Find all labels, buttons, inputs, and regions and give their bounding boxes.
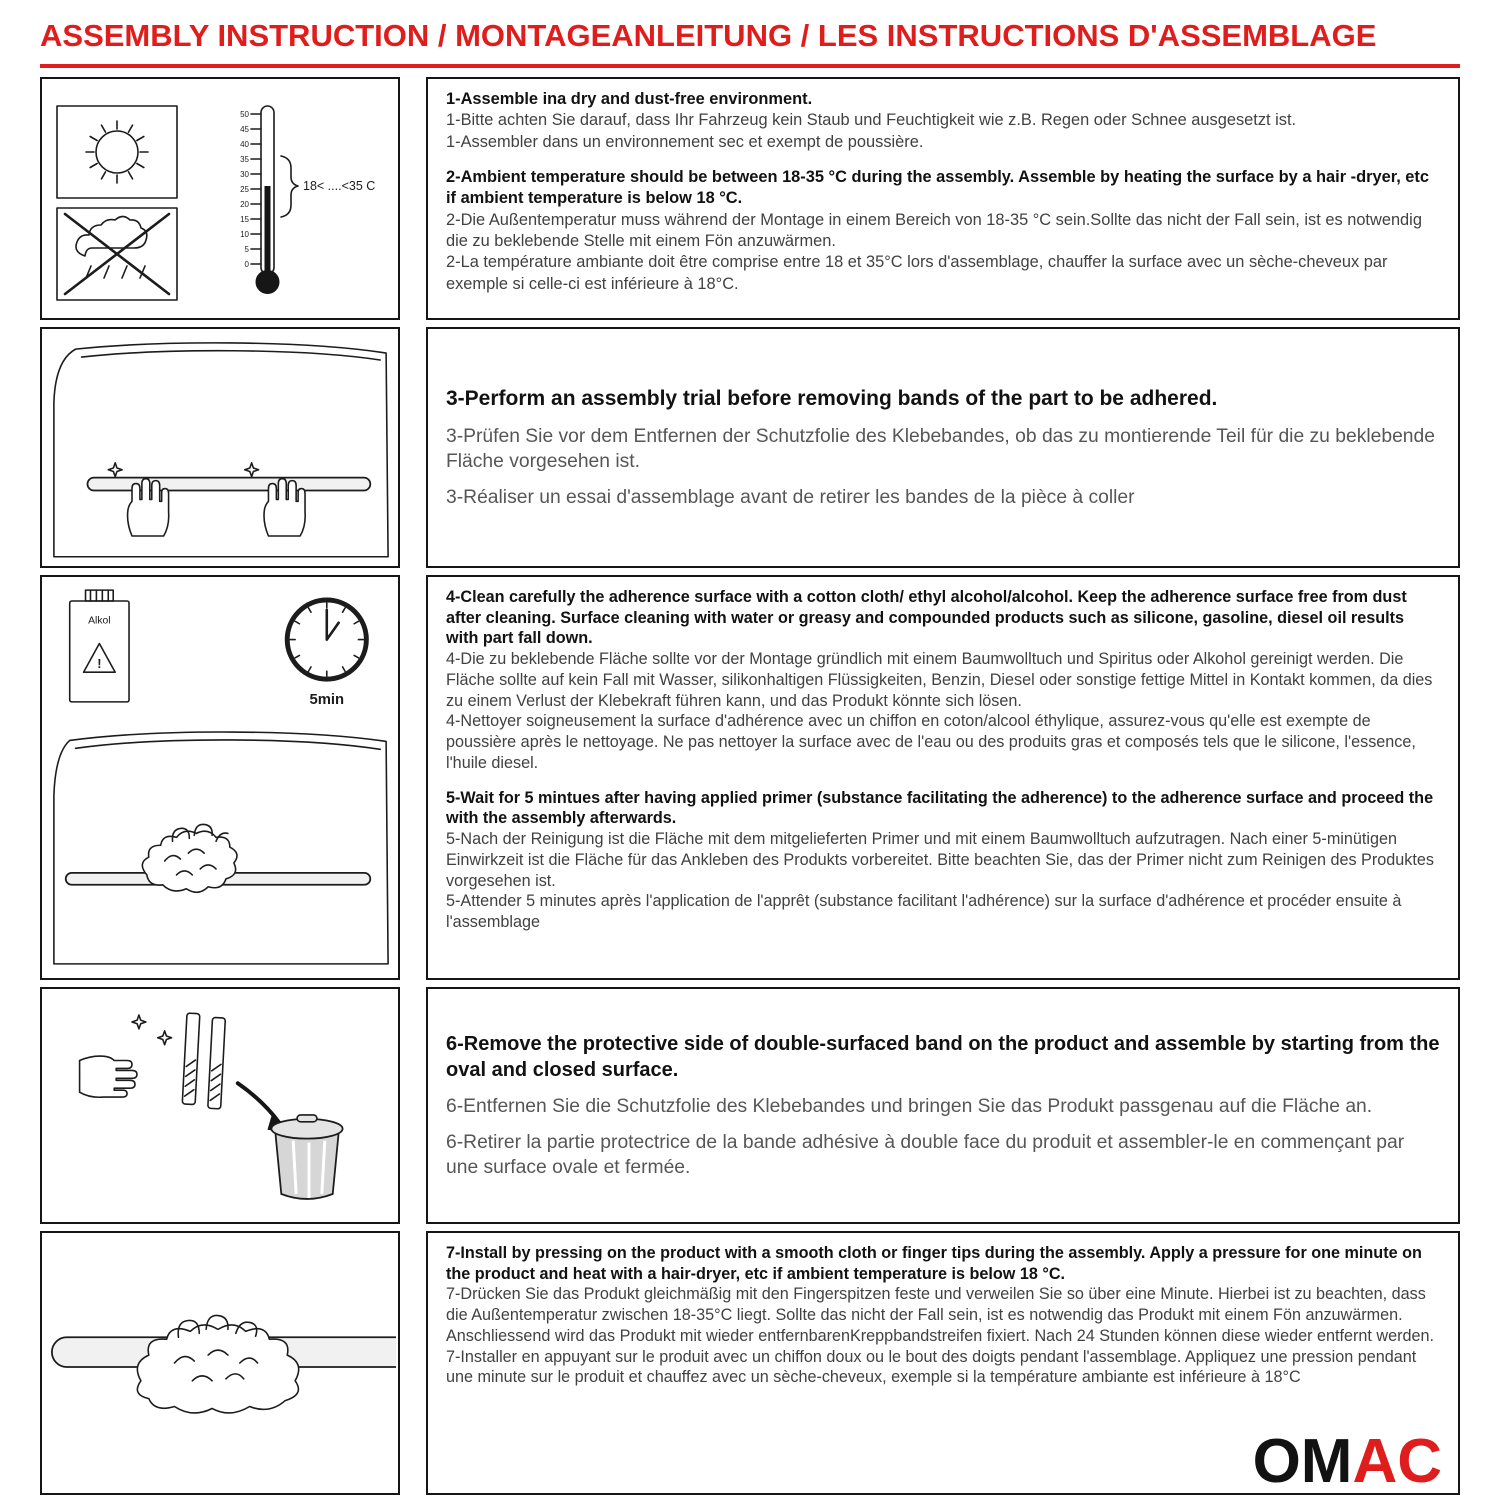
step2-de: 2-Die Außentemperatur muss während der Montage in einem Bereich von 18-35 °C sein.Sollte das nicht der Fall sein, ist es notwendig die zu beklebende Stelle mit einem Fön anzuwärmen. xyxy=(446,210,1422,250)
step4-en: 4-Clean carefully the adherence surface with a cotton cloth/ ethyl alcohol/alcohol. Keep the adherence surface free from dust after cleaning. Surface cleaning with water or greasy and compounded products such as silicone, gasoline, diesel oil results with part fall down. xyxy=(446,588,1407,648)
step-7-text xyxy=(426,1231,1460,1495)
step1-en: 1-Assemble ina dry and dust-free environment. xyxy=(446,90,813,108)
sparkle-icon xyxy=(245,462,259,476)
clock-icon xyxy=(287,600,366,708)
thermo-scale-25: 25 xyxy=(240,184,249,194)
trim-strip xyxy=(88,477,371,490)
pressing-cloth-icon xyxy=(137,1315,298,1413)
thermo-scale-40: 40 xyxy=(240,139,249,149)
step3-de: 3-Prüfen Sie vor dem Entfernen der Schutzfolie des Klebebandes, ob das zu montierende Teil für die zu beklebende Fläche vorgesehen ist. xyxy=(446,425,1435,472)
protective-band-strips xyxy=(182,1013,225,1109)
no-rain-icon xyxy=(57,208,177,300)
thermo-scale-10: 10 xyxy=(240,229,249,239)
warning-mark: ! xyxy=(97,655,102,671)
step-1-2-row xyxy=(40,77,1460,320)
step7-fr: 7-Installer en appuyant sur le produit avec un chiffon doux ou le bout des doigts pendant l'assemblage. Appliquez une pression pendant une minute sur le produit et chauffez avec un sèche-cheveux, exemple si la température ambiante est inférieure à 18°C xyxy=(446,1347,1417,1387)
clock-label: 5min xyxy=(309,691,345,708)
thermo-scale-50: 50 xyxy=(240,109,249,119)
step3-en: 3-Perform an assembly trial before removing bands of the part to be adhered. xyxy=(446,387,1218,411)
sparkle-icon xyxy=(158,1030,172,1044)
cleaning-cloth-icon xyxy=(142,824,237,892)
step7-de: 7-Drücken Sie das Produkt gleichmäßig mit den Fingerspitzen feste und verweilen Sie so über eine Minute. Hierbei ist zu beachten, dass die Außentemperatur zwischen 18-35°C liegt. Sollte das nicht der Fall sein, ist es notwendig das Produkt mit einem Fön anzuwärmen. Anschliessend wird das Produkt mit wieder entfernbarenKreppbandstreifen fixiert. Nach 24 Stunden können diese wieder entfernt werden. xyxy=(446,1285,1435,1345)
bottle-label: Alkol xyxy=(88,615,111,627)
step-3-row xyxy=(40,327,1460,568)
sparkle-icon xyxy=(108,462,122,476)
thermo-range-label: 18< ....<35 C xyxy=(303,178,376,193)
spacer xyxy=(446,153,1440,167)
step1-de: 1-Bitte achten Sie darauf, dass Ihr Fahrzeug kein Staub und Feuchtigkeit wie z.B. Regen oder Schnee ausgesetzt ist. xyxy=(446,111,1297,130)
thermometer-icon xyxy=(240,106,375,294)
wiping-door-sketch xyxy=(54,732,388,964)
step2-en: 2-Ambient temperature should be between 18-35 °C during the assembly. Assemble by heating the surface by a hair -dryer, etc if ambient temperature is below 18 °C. xyxy=(446,167,1429,208)
sparkle-icon xyxy=(132,1015,146,1029)
thermo-scale-30: 30 xyxy=(240,169,249,179)
step2-fr: 2-La température ambiante doit être comprise entre 18 et 35°C lors d'assemblage, chauffer la surface avec un sèche-cheveux par exemple si celle-ci est inférieure à 18°C. xyxy=(446,253,1388,293)
step5-fr: 5-Attender 5 minutes après l'application de l'apprêt (substance facilitant l'adhérence) sur la surface d'adhérence et procéder ensuite à l'assemblage xyxy=(446,892,1402,932)
step5-de: 5-Nach der Reinigung ist die Fläche mit dem mitgelieferten Primer und mit einem Baumwolltuch aufzutragen. Nach einer 5-minütigen Einwirkzeit ist die Fläche für das Ankleben des Produkts vorbereitet. Bitte beachten Sie, das der Primer nicht zum Reinigen des Produktes vorgesehen ist. xyxy=(446,830,1434,890)
spacer xyxy=(446,774,1440,788)
thermo-scale-45: 45 xyxy=(240,124,249,134)
step-7-row xyxy=(40,1231,1460,1495)
press-install-illustration xyxy=(40,1231,400,1495)
alcohol-bottle-icon xyxy=(70,590,129,702)
step4-de: 4-Die zu beklebende Fläche sollte vor der Montage gründlich mit einem Baumwolltuch und Spiritus oder Alkohol gereinigt werden. Die Fläche sollte auf kein Fall mit Wasser, silikonhaltigen Flüssigkeiten, Benzin, Diesel oder sonstige fettige Mittel in Kontakt kommen, da dies zu einem Verlust der Klebekraft führen kann, und das Produkt könnte sich lösen. xyxy=(446,650,1433,710)
thermo-scale-15: 15 xyxy=(240,214,249,224)
step3-fr: 3-Réaliser un essai d'assemblage avant de retirer les bandes de la pièce à coller xyxy=(446,486,1135,508)
step-4-5-text xyxy=(426,575,1460,980)
band-removal-illustration xyxy=(40,987,400,1224)
omac-logo-black: OM xyxy=(1252,1427,1353,1495)
assembly-trial-illustration xyxy=(40,327,400,568)
step-6-text xyxy=(426,987,1460,1224)
car-door-sketch xyxy=(54,342,388,556)
page-title: ASSEMBLY INSTRUCTION / MONTAGEANLEITUNG / LES INSTRUCTIONS D'ASSEMBLAGE xyxy=(40,18,1377,53)
environment-temperature-illustration xyxy=(40,77,400,320)
cleaning-illustration xyxy=(40,575,400,980)
step-3-text xyxy=(426,327,1460,568)
title-underline xyxy=(40,64,1460,68)
thermo-scale-0: 0 xyxy=(244,259,249,269)
warning-triangle-icon xyxy=(84,643,116,672)
step6-fr: 6-Retirer la partie protectrice de la bande adhésive à double face du produit et assembler-le en commençant par une surface ovale et fermée. xyxy=(446,1131,1405,1179)
step7-en: 7-Install by pressing on the product with a smooth cloth or finger tips during the assembly. Apply a pressure for one minute on the product and heat with a hair-dryer, etc if ambient temperature is below 18 °C. xyxy=(446,1244,1422,1283)
step6-en: 6-Remove the protective side of double-surfaced band on the product and assemble by starting from the oval and closed surface. xyxy=(446,1032,1440,1081)
thermo-scale-20: 20 xyxy=(240,199,249,209)
pulling-hand-icon xyxy=(80,1056,137,1097)
step-4-5-row xyxy=(40,575,1460,980)
sun-icon xyxy=(57,106,177,198)
thermo-scale-5: 5 xyxy=(244,244,249,254)
step5-en: 5-Wait for 5 mintues after having applied primer (substance facilitating the adherence) to the adherence surface and proceed the with the assembly afterwards. xyxy=(446,788,1434,828)
trash-can-icon xyxy=(271,1114,342,1198)
omac-logo xyxy=(1252,1427,1442,1495)
thermo-scale-35: 35 xyxy=(240,154,249,164)
step-1-2-text xyxy=(426,77,1460,320)
step1-fr: 1-Assembler dans un environnement sec et exempt de poussière. xyxy=(446,132,924,151)
omac-logo-red: AC xyxy=(1352,1427,1442,1495)
step-6-row xyxy=(40,987,1460,1224)
step4-fr: 4-Nettoyer soigneusement la surface d'adhérence avec un chiffon en coton/alcool éthylique, assurez-vous qu'elle est exempte de poussière après le nettoyage. Ne pas nettoyer la surface avec de l'eau ou des produits gras et composés tels que le silicone, l'essence, l'huile diesel. xyxy=(446,712,1416,772)
step6-de: 6-Entfernen Sie die Schutzfolie des Klebebandes und bringen Sie das Produkt passgenau auf die Fläche an. xyxy=(446,1095,1373,1117)
